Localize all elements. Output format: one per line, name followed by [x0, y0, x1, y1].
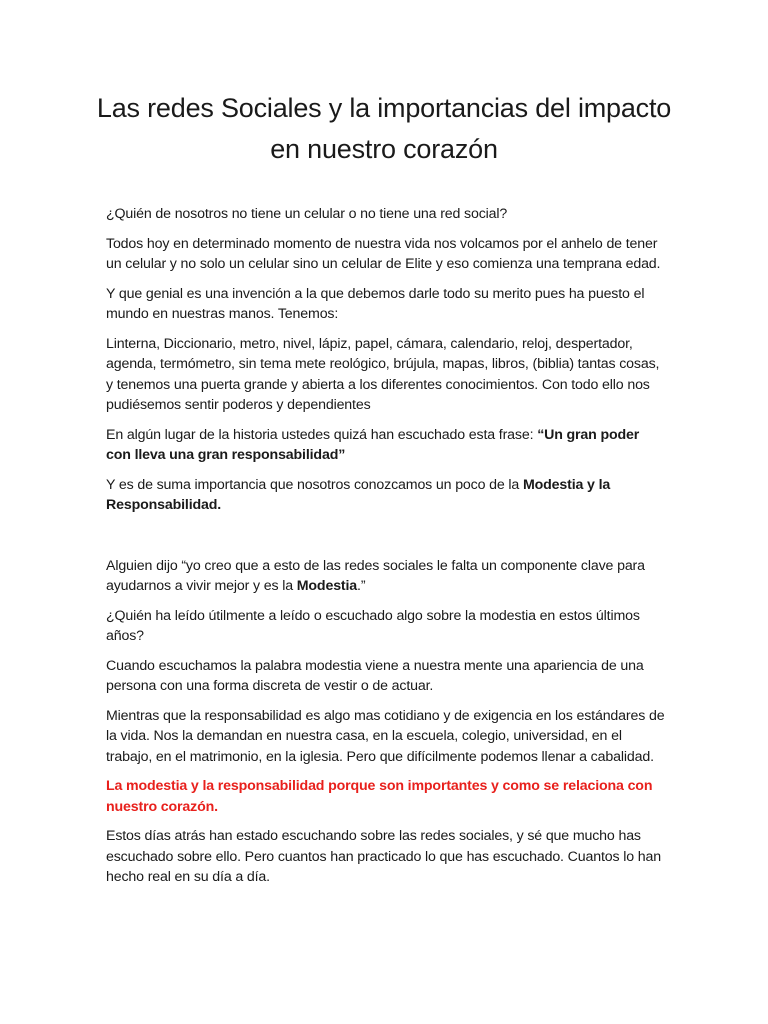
paragraph-responsabilidad-cotidiano: Mientras que la responsabilidad es algo mas cotidiano y de exigencia en los estándares de la vida. Nos la demandan en nuestra casa, en la escuela, colegio, universidad, en el trabajo, en el matrimonio, en la iglesia. Pero que difícilmente podemos llenar a cabalidad. — [106, 707, 665, 765]
paragraph-quien-ha-leido: ¿Quién ha leído útilmente a leído o escuchado algo sobre la modestia en estos últimos años? — [106, 607, 640, 644]
title-line-1: Las redes Sociales y la importancias del impacto — [96, 93, 672, 123]
paragraph-estos-dias: Estos días atrás han estado escuchando sobre las redes sociales, y sé que mucho has escuchado sobre ello. Pero cuantos han practicado lo que has escuchado. Cuantos lo han hecho real en su día a día. — [106, 828, 661, 885]
paragraph-modestia-responsabilidad — [106, 475, 666, 516]
modestia-bold-text: Modestia y la Responsabilidad. — [106, 476, 611, 513]
alguien-dijo-bold: Modestia — [296, 578, 358, 594]
paragraph-question-celular: ¿Quién de nosotros no tiene un celular o no tiene una red social? — [106, 206, 508, 222]
modestia-intro-text: Y es de suma importancia que nosotros conozcamos un poco de la — [106, 476, 523, 493]
alguien-dijo-end: .” — [357, 578, 366, 594]
paragraph-alguien-dijo — [106, 556, 666, 597]
title-line-2: en nuestro corazón — [270, 134, 498, 164]
document-body — [106, 204, 666, 897]
paragraph-palabra-modestia: Cuando escuchamos la palabra modestia viene a nuestra mente una apariencia de una persona con una forma discreta de vestir o de actuar. — [106, 657, 644, 694]
paragraph-red-heading: La modestia y la responsabilidad porque son importantes y como se relaciona con nuestro corazón. — [106, 778, 653, 815]
frase-intro-text: En algún lugar de la historia ustedes quizá han escuchado esta frase: — [106, 426, 538, 443]
alguien-dijo-text: Alguien dijo “yo creo que a esto de las redes sociales le falta un componente clave para ayudarnos a vivir mejor y es la — [106, 557, 645, 594]
frase-bold-quote: “Un gran poder con lleva una gran responsabilidad” — [106, 426, 640, 463]
paragraph-frase — [106, 425, 666, 466]
paragraph-anhelo: Todos hoy en determinado momento de nuestra vida nos volcamos por el anhelo de tener un celular y no solo un celular sino un celular de Elite y eso comienza una temprana edad. — [106, 235, 661, 272]
paragraph-invencion: Y que genial es una invención a la que debemos darle todo su merito pues ha puesto el mundo en nuestras manos. Tenemos: — [106, 285, 645, 322]
paragraph-lista-herramientas: Linterna, Diccionario, metro, nivel, lápiz, papel, cámara, calendario, reloj, despertador, agenda, termómetro, sin tema mete reológico, brújula, mapas, libros, (biblia) tantas cosas, y tenemos una puerta grande y abierta a los diferentes conocimientos. Con todo ello nos pudiésemos sentir poderos y dependientes — [106, 335, 660, 413]
document-title — [60, 88, 708, 170]
